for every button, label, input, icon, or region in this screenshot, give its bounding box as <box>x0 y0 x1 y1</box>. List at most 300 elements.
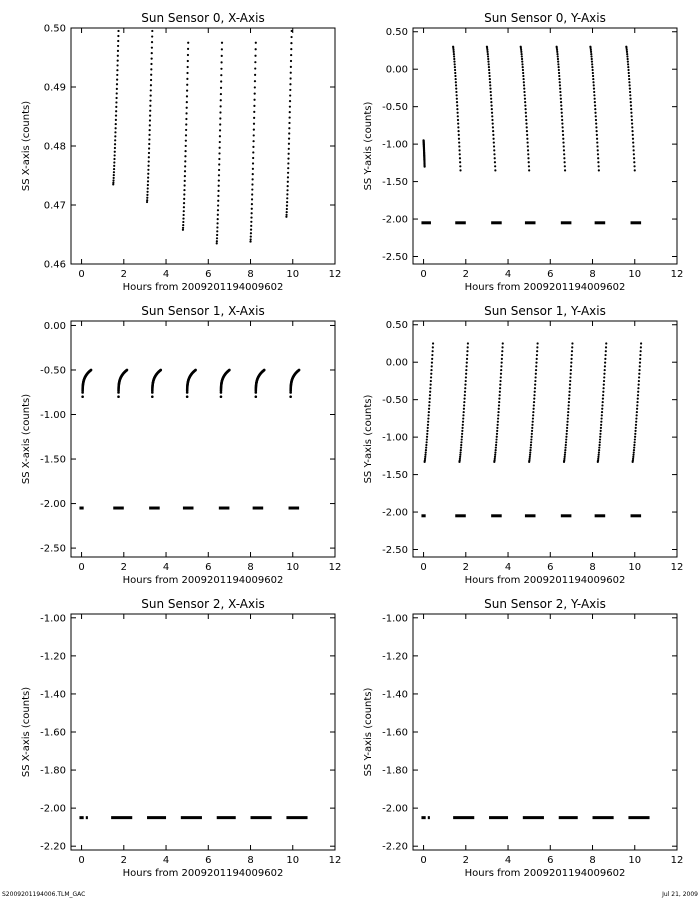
data-point <box>526 126 528 128</box>
chart-panel-4 <box>21 597 341 879</box>
x-axis-label: Hours from 2009201194009602 <box>122 575 284 586</box>
data-point <box>453 55 455 57</box>
data-point <box>114 147 116 149</box>
data-point <box>458 141 460 143</box>
data-point <box>289 77 291 79</box>
y-axis-label: SS X-axis (counts) <box>21 686 32 778</box>
data-point <box>221 42 223 44</box>
data-point <box>532 414 534 416</box>
data-point <box>220 68 222 70</box>
data-point <box>428 411 430 413</box>
data-point <box>185 118 187 120</box>
data-point <box>253 129 255 131</box>
data-point <box>488 63 490 65</box>
data-point <box>146 199 148 201</box>
data-point <box>288 143 290 145</box>
data-point <box>633 157 635 159</box>
data-point <box>463 411 465 413</box>
data-point <box>566 424 568 426</box>
y-tick-label: -2.20 <box>382 841 408 853</box>
data-layer <box>421 342 642 515</box>
data-point <box>534 384 536 386</box>
data-point <box>251 203 253 205</box>
data-point <box>298 369 301 372</box>
data-point <box>491 119 493 121</box>
x-tick-label: 6 <box>547 855 554 866</box>
data-point <box>497 417 499 419</box>
data-point <box>487 58 489 60</box>
data-point <box>216 222 218 224</box>
data-point <box>563 153 565 155</box>
data-point <box>426 438 428 440</box>
data-point <box>455 88 457 90</box>
data-point <box>568 404 570 406</box>
data-point <box>146 194 148 196</box>
data-point <box>454 63 456 65</box>
data-point <box>429 391 431 393</box>
data-point <box>499 380 501 382</box>
x-tick-label: 2 <box>462 562 469 573</box>
y-tick-label: 0.50 <box>385 27 408 39</box>
data-point <box>151 52 153 54</box>
data-point <box>464 391 466 393</box>
data-point <box>117 395 120 398</box>
x-tick-label: 0 <box>420 855 427 866</box>
y-tick-label: 0.00 <box>385 64 408 76</box>
data-point <box>635 424 637 426</box>
data-point <box>148 152 150 154</box>
data-point <box>183 202 185 204</box>
data-point <box>253 99 255 101</box>
data-point <box>639 365 641 367</box>
data-point <box>427 421 429 423</box>
data-point <box>499 387 501 389</box>
x-tick-label: 12 <box>328 855 342 866</box>
data-point <box>501 346 503 348</box>
data-point <box>637 391 639 393</box>
data-point <box>627 58 629 60</box>
data-point <box>590 55 592 57</box>
data-point <box>532 421 534 423</box>
data-point <box>501 354 503 356</box>
data-point <box>147 169 149 171</box>
data-point <box>591 66 593 68</box>
data-point <box>289 106 291 108</box>
data-point <box>147 180 149 182</box>
data-point <box>556 51 558 53</box>
data-point <box>565 436 567 438</box>
data-point <box>490 105 492 107</box>
data-point <box>634 438 636 440</box>
data-point <box>638 376 640 378</box>
data-point <box>81 395 84 398</box>
data-point <box>251 183 253 185</box>
data-point <box>150 84 152 86</box>
data-point <box>430 373 432 375</box>
data-point <box>497 424 499 426</box>
data-point <box>490 98 492 100</box>
data-point <box>459 153 461 155</box>
data-point <box>532 417 534 419</box>
data-point <box>492 130 494 132</box>
data-point <box>628 78 630 80</box>
x-tick-label: 0 <box>78 562 85 573</box>
data-point <box>253 111 255 113</box>
data-point <box>629 88 631 90</box>
data-point <box>186 95 188 97</box>
x-tick-label: 2 <box>120 855 127 866</box>
data-point <box>496 427 498 429</box>
data-point <box>462 424 464 426</box>
data-point <box>526 134 528 136</box>
data-point <box>113 161 115 163</box>
data-point <box>594 98 596 100</box>
data-point <box>595 123 597 125</box>
data-point <box>149 119 151 121</box>
data-point <box>535 369 537 371</box>
data-point <box>117 60 119 62</box>
data-point <box>591 63 593 65</box>
data-point <box>557 58 559 60</box>
data-point <box>115 114 117 116</box>
data-point <box>184 170 186 172</box>
data-point <box>591 61 593 63</box>
data-point <box>631 123 633 125</box>
data-point <box>564 451 566 453</box>
data-point <box>495 441 497 443</box>
data-point <box>639 354 641 356</box>
data-point <box>559 91 561 93</box>
data-point <box>634 441 636 443</box>
data-point <box>461 427 463 429</box>
y-tick-label: 0.47 <box>43 200 66 212</box>
data-point <box>117 40 119 42</box>
data-point <box>492 138 494 140</box>
data-point <box>149 124 151 126</box>
data-point <box>220 99 222 101</box>
data-point <box>638 384 640 386</box>
data-point <box>455 84 457 86</box>
data-point <box>150 74 152 76</box>
data-point <box>466 358 468 360</box>
data-point <box>116 74 118 76</box>
data-point <box>523 78 525 80</box>
data-point <box>461 438 463 440</box>
plot-frame <box>413 321 677 557</box>
x-axis-label: Hours from 2009201194009602 <box>464 868 626 879</box>
data-point <box>626 49 628 51</box>
data-point <box>600 421 602 423</box>
data-point <box>114 154 116 156</box>
data-point <box>593 94 595 96</box>
data-point <box>499 391 501 393</box>
data-point <box>536 350 538 352</box>
y-tick-label: -1.80 <box>382 765 408 777</box>
data-point <box>593 91 595 93</box>
data-point <box>522 72 524 74</box>
data-point <box>559 81 561 83</box>
data-point <box>601 408 603 410</box>
data-point <box>494 454 496 456</box>
data-point <box>453 51 455 53</box>
y-tick-label: 0.49 <box>43 82 66 94</box>
data-point <box>529 451 531 453</box>
data-point <box>590 51 592 53</box>
data-point <box>524 101 526 103</box>
data-point <box>427 424 429 426</box>
data-point <box>452 49 454 51</box>
data-point <box>561 112 563 114</box>
data-point <box>184 175 186 177</box>
x-axis-label: Hours from 2009201194009602 <box>464 575 626 586</box>
y-tick-label: -1.50 <box>382 177 408 189</box>
data-point <box>596 145 598 147</box>
data-point <box>565 438 567 440</box>
plot-frame <box>71 28 335 264</box>
data-point <box>638 380 640 382</box>
x-tick-label: 0 <box>78 855 85 866</box>
data-point <box>285 214 287 216</box>
data-point <box>631 119 633 121</box>
x-tick-label: 0 <box>78 269 85 280</box>
data-point <box>460 441 462 443</box>
data-point <box>465 373 467 375</box>
data-point <box>497 411 499 413</box>
data-point <box>598 169 600 171</box>
data-point <box>520 49 522 51</box>
data-point <box>631 130 633 132</box>
data-point <box>253 123 255 125</box>
data-point <box>218 169 220 171</box>
data-point <box>568 401 570 403</box>
data-point <box>220 395 223 398</box>
data-point <box>626 51 628 53</box>
x-tick-label: 0 <box>420 562 427 573</box>
data-point <box>290 72 292 74</box>
data-point <box>254 67 256 69</box>
data-point <box>149 105 151 107</box>
data-point <box>185 112 187 114</box>
x-tick-label: 8 <box>589 855 596 866</box>
x-tick-label: 12 <box>328 269 342 280</box>
data-point <box>148 138 150 140</box>
data-point <box>630 112 632 114</box>
data-point <box>431 365 433 367</box>
data-point <box>488 66 490 68</box>
x-tick-label: 6 <box>205 269 212 280</box>
y-tick-label: 0.00 <box>43 320 66 332</box>
data-point <box>497 421 499 423</box>
data-point <box>466 362 468 364</box>
data-point <box>534 387 536 389</box>
data-point <box>221 48 223 50</box>
data-layer <box>79 369 300 508</box>
data-point <box>498 401 500 403</box>
y-axis-label: SS X-axis (counts) <box>21 393 32 485</box>
data-point <box>592 72 594 74</box>
y-tick-label: -1.60 <box>382 727 408 739</box>
data-point <box>460 444 462 446</box>
y-axis-label: SS Y-axis (counts) <box>363 394 374 484</box>
data-point <box>532 411 534 413</box>
data-point <box>491 115 493 117</box>
data-point <box>564 456 566 458</box>
x-tick-label: 10 <box>286 855 300 866</box>
data-point <box>115 97 117 99</box>
data-point <box>116 64 118 66</box>
data-point <box>563 149 565 151</box>
data-point <box>488 75 490 77</box>
data-point <box>254 80 256 82</box>
data-point <box>151 35 153 37</box>
data-point <box>605 350 607 352</box>
data-point <box>629 94 631 96</box>
data-point <box>290 42 292 44</box>
data-point <box>597 161 599 163</box>
data-point <box>559 88 561 90</box>
data-point <box>486 49 488 51</box>
data-point <box>633 161 635 163</box>
data-point <box>598 444 600 446</box>
data-point <box>460 446 462 448</box>
data-point <box>114 139 116 141</box>
data-point <box>425 449 427 451</box>
data-point <box>114 131 116 133</box>
data-point <box>636 404 638 406</box>
data-point <box>520 51 522 53</box>
data-point <box>602 401 604 403</box>
x-tick-label: 8 <box>589 269 596 280</box>
data-point <box>630 108 632 110</box>
data-point <box>289 111 291 113</box>
data-point <box>497 414 499 416</box>
data-point <box>148 147 150 149</box>
data-point <box>185 134 187 136</box>
data-point <box>117 45 119 47</box>
data-point <box>183 214 185 216</box>
data-point <box>633 446 635 448</box>
data-point <box>263 369 266 372</box>
data-point <box>187 60 189 62</box>
data-point <box>567 411 569 413</box>
data-point <box>592 81 594 83</box>
data-point <box>560 105 562 107</box>
data-point <box>595 119 597 121</box>
data-point <box>255 395 258 398</box>
data-point <box>562 126 564 128</box>
data-point <box>147 165 149 167</box>
y-tick-label: 0.46 <box>43 259 66 271</box>
data-point <box>250 221 252 223</box>
data-point <box>220 80 222 82</box>
data-point <box>113 165 115 167</box>
data-point <box>523 88 525 90</box>
data-point <box>493 145 495 147</box>
data-point <box>632 458 634 460</box>
data-point <box>216 226 218 228</box>
data-point <box>486 51 488 53</box>
data-point <box>535 373 537 375</box>
data-point <box>488 69 490 71</box>
data-point <box>220 87 222 89</box>
data-point <box>252 162 254 164</box>
data-point <box>626 53 628 55</box>
data-point <box>287 185 289 187</box>
data-point <box>250 229 252 231</box>
data-point <box>426 441 428 443</box>
data-point <box>530 441 532 443</box>
data-point <box>194 369 197 372</box>
data-point <box>632 454 634 456</box>
y-tick-label: -1.50 <box>382 470 408 482</box>
data-point <box>527 157 529 159</box>
data-point <box>602 387 604 389</box>
data-point <box>115 101 117 103</box>
data-point <box>601 404 603 406</box>
data-point <box>183 206 185 208</box>
y-tick-label: -1.80 <box>40 765 66 777</box>
data-point <box>430 384 432 386</box>
data-point <box>463 398 465 400</box>
data-point <box>427 417 429 419</box>
data-point <box>115 127 117 129</box>
data-point <box>604 354 606 356</box>
data-point <box>594 105 596 107</box>
data-point <box>557 55 559 57</box>
data-point <box>459 169 461 171</box>
x-tick-label: 2 <box>120 269 127 280</box>
data-point <box>492 123 494 125</box>
data-point <box>557 63 559 65</box>
data-point <box>466 350 468 352</box>
data-point <box>489 78 491 80</box>
data-point <box>568 398 570 400</box>
data-point <box>558 66 560 68</box>
data-point <box>536 358 538 360</box>
data-point <box>149 129 151 131</box>
data-point <box>252 140 254 142</box>
data-point <box>455 81 457 83</box>
data-point <box>521 63 523 65</box>
data-point <box>487 61 489 63</box>
data-point <box>117 35 119 37</box>
y-tick-label: 0.50 <box>385 320 408 332</box>
data-point <box>529 458 531 460</box>
data-point <box>529 454 531 456</box>
data-point <box>533 401 535 403</box>
data-layer <box>421 46 641 223</box>
data-point <box>569 387 571 389</box>
data-point <box>590 53 592 55</box>
data-point <box>117 30 119 32</box>
data-point <box>461 430 463 432</box>
data-point <box>495 449 497 451</box>
data-point <box>528 169 530 171</box>
data-point <box>535 362 537 364</box>
data-point <box>494 169 496 171</box>
data-point <box>117 50 119 52</box>
data-point <box>557 61 559 63</box>
data-point <box>533 408 535 410</box>
data-point <box>217 190 219 192</box>
data-point <box>251 208 253 210</box>
data-point <box>592 78 594 80</box>
data-point <box>221 55 223 57</box>
y-tick-label: -1.60 <box>40 727 66 739</box>
data-point <box>287 167 289 169</box>
data-point <box>216 240 218 242</box>
data-point <box>594 101 596 103</box>
